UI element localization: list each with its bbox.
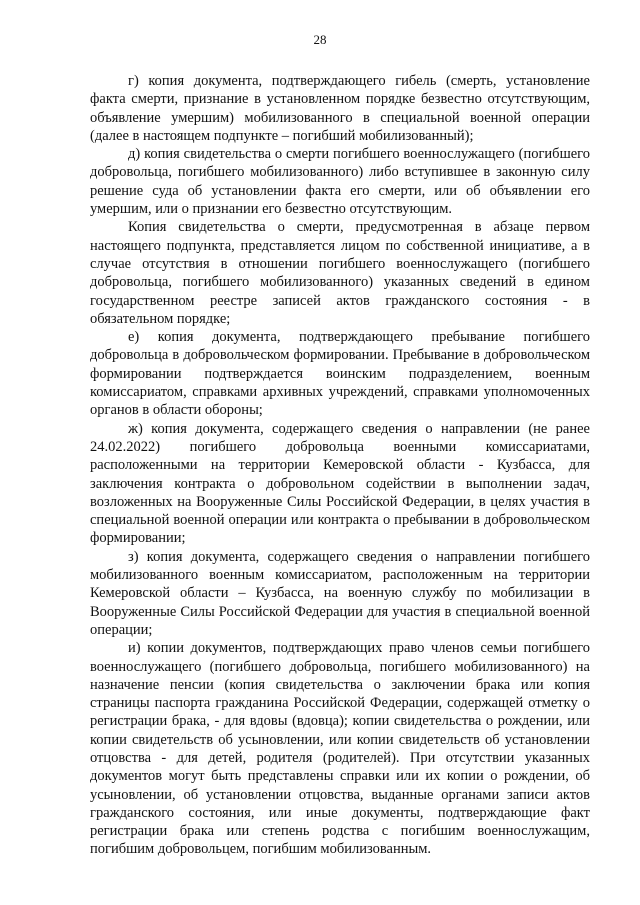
- paragraph-zh: ж) копия документа, содержащего сведения о направлении (не ранее 24.02.2022) погибшего добровольца военными комиссариатами, расположенными на территории Кемеровской области - Кузбасса, для заключения контракта о добровольном содействии в выполнении задач, возложенных на Вооруженные Силы Российской Федерации, в целях участия в специальной военной операции или контракта о пребывании в добровольческом формировании;: [90, 420, 590, 547]
- paragraph-death-certificate-note: Копия свидетельства о смерти, предусмотренная в абзаце первом настоящего подпункта, представляется лицом по собственной инициативе, а в случае отсутствия в отношении погибшего военнослужащего (погибшего добровольца, погибшего мобилизованного) указанных сведений в едином государственном реестре записей актов гражданского состояния - в обязательном порядке;: [90, 219, 590, 327]
- paragraph-i: и) копии документов, подтверждающих право членов семьи погибшего военнослужащего (погибшего добровольца, погибшего мобилизованного) на назначение пенсии (копия свидетельства о заключении брака или копия страницы паспорта гражданина Российской Федерации, содержащей отметку о регистрации брака, - для вдовы (вдовца); копии свидетельства о рождении, или копии свидетельств об усыновлении, или копии свидетельств об установлении отцовства - для детей, родителя (родителей). При отсутствии указанных документов могут быть представлены справки или их копии о рождении, об усыновлении, об установлении отцовства, выданные органами записи актов гражданского состояния, или иные документы, подтверждающие факт регистрации брака или степень родства с погибшим военнослужащим, погибшим добровольцем, погибшим мобилизованным.: [90, 640, 590, 858]
- paragraph-e: е) копия документа, подтверждающего пребывание погибшего добровольца в добровольческом формировании. Пребывание в добровольческом формировании подтверждается воинским подразделением, военным комиссариатом, справками архивных учреждений, справками уполномоченных органов в области обороны;: [90, 329, 590, 419]
- document-body: [90, 72, 590, 859]
- paragraph-d: д) копия свидетельства о смерти погибшего военнослужащего (погибшего добровольца, погибшего мобилизованного) либо вступившее в законную силу решение суда об установлении факта его смерти, или об объявлении его умершим, или о признании его безвестно отсутствующим.: [90, 146, 590, 218]
- paragraph-g: г) копия документа, подтверждающего гибель (смерть, установление факта смерти, признание в установленном порядке безвестно отсутствующим, объявление умершим) мобилизованного в специальной военной операции (далее в настоящем подпункте – погибший мобилизованный);: [90, 73, 590, 144]
- paragraph-z: з) копия документа, содержащего сведения о направлении погибшего мобилизованного военным комиссариатом, расположенным на территории Кемеровской области – Кузбасса, на военную службу по мобилизации в Вооруженные Силы Российской Федерации для участия в специальной военной операции;: [90, 548, 590, 638]
- page-number: 28: [313, 32, 327, 47]
